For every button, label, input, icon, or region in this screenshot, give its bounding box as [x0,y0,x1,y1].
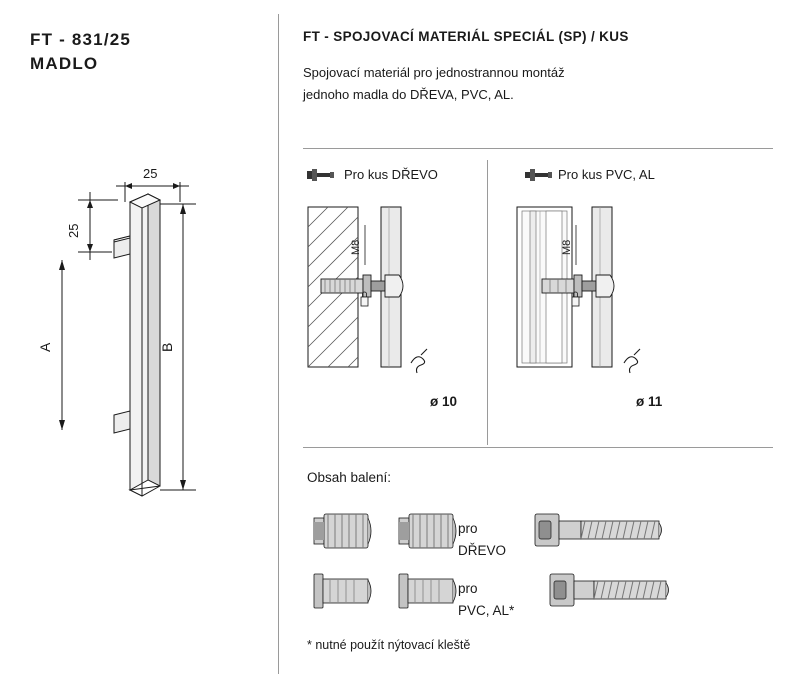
package-label-pvc [458,578,514,622]
pvc-mounting-label: Pro kus PVC, AL [558,167,655,182]
product-code: FT - 831/25 [30,30,132,49]
package-label-pvc-line2: PVC, AL* [458,603,515,618]
pvc-mounting-diagram [512,195,697,390]
horizontal-divider-top [303,148,773,149]
package-label-wood [458,518,506,562]
product-title-block [30,28,131,76]
vertical-divider-middle [487,160,488,445]
svg-text:A: A [37,342,53,352]
package-contents-title: Obsah balení: [307,470,392,485]
package-label-wood-line2: DŘEVO [458,543,507,558]
handle-technical-drawing [20,160,270,520]
svg-text:25: 25 [66,223,81,238]
section-description [303,62,773,106]
package-footnote: * nutné použít nýtovací kleště [307,638,471,652]
horizontal-divider-bottom [303,447,773,448]
product-name: MADLO [30,54,99,73]
wood-hole-diameter: ø 10 [430,394,458,409]
package-label-pvc-line1: pro [458,581,478,596]
bolt-icon-pvc [525,168,553,182]
wood-mounting-diagram [303,195,483,390]
pvc-hole-diameter: ø 11 [636,394,663,409]
svg-text:M8: M8 [561,239,573,255]
bolt-icon-wood [307,168,335,182]
description-line-2: jednoho madla do DŘEVA, PVC, AL. [303,87,514,102]
package-label-wood-line1: pro [458,521,478,536]
vertical-divider [278,14,279,674]
description-line-1: Spojovací materiál pro jednostrannou montáž [303,65,565,80]
svg-text:M8: M8 [350,239,362,255]
svg-text:25: 25 [143,166,158,181]
section-title: FT - SPOJOVACÍ MATERIÁL SPECIÁL (SP) / KUS [303,29,629,44]
section-header [303,28,773,106]
wood-mounting-label: Pro kus DŘEVO [344,167,438,182]
svg-text:B: B [159,342,175,352]
